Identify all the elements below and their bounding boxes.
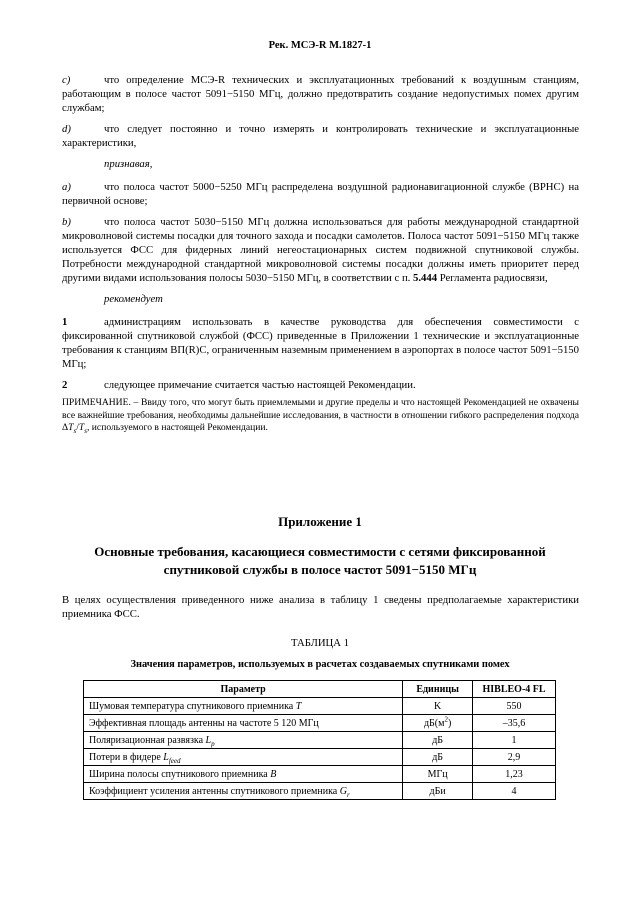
param-text: Поляризационная развязка xyxy=(89,734,206,746)
note-sym-t2: T xyxy=(78,422,85,433)
param-symbol: G xyxy=(339,785,347,797)
unit-text: дБ(м xyxy=(423,717,445,729)
recognizing-b xyxy=(62,215,579,285)
annex-title: Приложение 1 xyxy=(278,514,362,529)
note-sym-t1: T xyxy=(68,422,74,433)
item-text-end: Регламента радиосвязи, xyxy=(437,272,548,284)
param-cell xyxy=(84,732,403,749)
param-cell xyxy=(84,698,403,715)
note-sub-s1: s xyxy=(73,426,77,435)
note-paragraph xyxy=(62,397,579,435)
item-text: что определение МСЭ-R технических и эксплуатационных требований к воздушным станциям, работающим в полосе частот 5091−5150 МГц, должно предотвратить создание недопустимых помех другим службам; xyxy=(62,74,579,114)
recommends-2 xyxy=(62,378,579,392)
param-cell xyxy=(84,715,403,732)
unit-cell xyxy=(403,715,473,732)
table-header-row xyxy=(84,681,556,698)
value-cell: –35,6 xyxy=(473,715,556,732)
item-label: a) xyxy=(62,181,71,193)
param-symbol: B xyxy=(270,768,277,780)
annex-subtitle: Основные требования, касающиеся совместимости с сетями фиксированной спутниковой службы в полосе частот 5091−5150 МГц xyxy=(94,544,546,577)
param-symbol: T xyxy=(295,700,302,712)
note-slash: / xyxy=(76,422,79,433)
value-cell: 1,23 xyxy=(473,766,556,783)
rr-reference: 5.444 xyxy=(413,272,438,284)
table-row xyxy=(84,715,556,732)
header-units: Единицы xyxy=(403,681,473,698)
recognizing-heading: признавая, xyxy=(104,158,153,170)
recognizing-a xyxy=(62,180,579,208)
param-text: Коэффициент усиления антенны спутникового приемника xyxy=(89,785,340,797)
unit-cell xyxy=(403,698,473,715)
header-parameter: Параметр xyxy=(84,681,403,698)
note-delta: Δ xyxy=(62,422,69,433)
table-caption: Значения параметров, используемых в расчетах создаваемых спутниками помех xyxy=(130,659,510,670)
item-number: 1 xyxy=(62,316,68,328)
unit-text: K xyxy=(434,700,442,712)
item-label: d) xyxy=(62,123,71,135)
note-end: , используемого в настоящей Рекомендации. xyxy=(87,422,268,433)
table-row xyxy=(84,698,556,715)
param-subscript: p xyxy=(211,739,215,748)
unit-cell xyxy=(403,749,473,766)
page-header: Рек. МСЭ-R M.1827-1 xyxy=(268,40,372,51)
considering-d xyxy=(62,122,579,150)
param-text: Шумовая температура спутникового приемника xyxy=(89,700,296,712)
unit-text: дБ xyxy=(432,751,444,763)
param-cell xyxy=(84,766,403,783)
unit-superscript: 2 xyxy=(444,715,448,724)
body-text xyxy=(62,73,579,435)
item-label: c) xyxy=(62,74,71,86)
param-cell xyxy=(84,749,403,766)
item-text: что полоса частот 5030−5150 МГц должна использоваться для работы международной стандартной микроволновой системы посадки для точного захода и посадки самолетов. Полоса частот 5091−5150 МГц также используется ФСС для фидерных линий негеостационарных систем подвижной спутниковой службы. Потребности международной стандартной микроволновой системы посадки должны иметь приоритет перед другими видами использования полосы 5030−5150 МГц, в соответствии с п. xyxy=(62,216,579,284)
unit-text: МГц xyxy=(427,768,448,780)
param-symbol: L xyxy=(163,751,169,763)
item-number: 2 xyxy=(62,379,68,391)
param-text: Эффективная площадь антенны на частоте 5 120 МГц xyxy=(89,717,319,729)
recommends-1 xyxy=(62,315,579,371)
annex-paragraph: В целях осуществления приведенного ниже анализа в таблицу 1 сведены предполагаемые характеристики приемника ФСС. xyxy=(62,594,579,620)
table-row xyxy=(84,732,556,749)
param-text: Потери в фидере xyxy=(89,751,164,763)
table-number: ТАБЛИЦА 1 xyxy=(290,637,349,649)
unit-cell xyxy=(403,732,473,749)
table-row xyxy=(84,766,556,783)
table-row xyxy=(84,749,556,766)
param-text: Ширина полосы спутникового приемника xyxy=(89,768,271,780)
unit-cell xyxy=(403,766,473,783)
value-cell: 2,9 xyxy=(473,749,556,766)
value-cell: 550 xyxy=(473,698,556,715)
item-text: администрациям использовать в качестве руководства для обеспечения совместимости с фиксированной спутниковой службой (ФСС) приведенные в Приложении 1 технические и эксплуатационные требования к станциям ВП(R)С, ограниченным наземным применением в аэропортах в полосе частот 5091−5150 МГц; xyxy=(62,316,579,370)
param-subscript: feed xyxy=(168,756,181,765)
param-subscript: r xyxy=(346,790,350,799)
parameters-table xyxy=(83,680,556,800)
item-text: что следует постоянно и точно измерять и контролировать технические и эксплуатационные характеристики, xyxy=(62,123,579,149)
unit-cell xyxy=(403,783,473,800)
recommends-heading: рекомендует xyxy=(104,293,163,305)
value-cell: 1 xyxy=(473,732,556,749)
item-text: следующее примечание считается частью настоящей Рекомендации. xyxy=(104,379,416,391)
unit-tail: ) xyxy=(447,717,452,729)
item-text: что полоса частот 5000−5250 МГц распределена воздушной радионавигационной службе (ВРНС) на первичной основе; xyxy=(62,181,579,207)
unit-text: дБи xyxy=(429,785,446,797)
param-symbol: L xyxy=(205,734,212,746)
header-value: HIBLEO-4 FL xyxy=(473,681,556,698)
param-cell xyxy=(84,783,403,800)
considering-c xyxy=(62,73,579,115)
note-text: ПРИМЕЧАНИЕ. – Ввиду того, что могут быть приемлемыми и другие пределы и что настоящей Рекомендацией не охвачены все важнейшие требования, необходимы дальнейшие исследования, в частности в отношении гибкого распределения подхода xyxy=(62,397,579,421)
unit-text: дБ xyxy=(432,734,444,746)
table-row xyxy=(84,783,556,800)
value-cell: 4 xyxy=(473,783,556,800)
note-sub-s2: s xyxy=(84,426,87,435)
item-label: b) xyxy=(62,216,71,228)
